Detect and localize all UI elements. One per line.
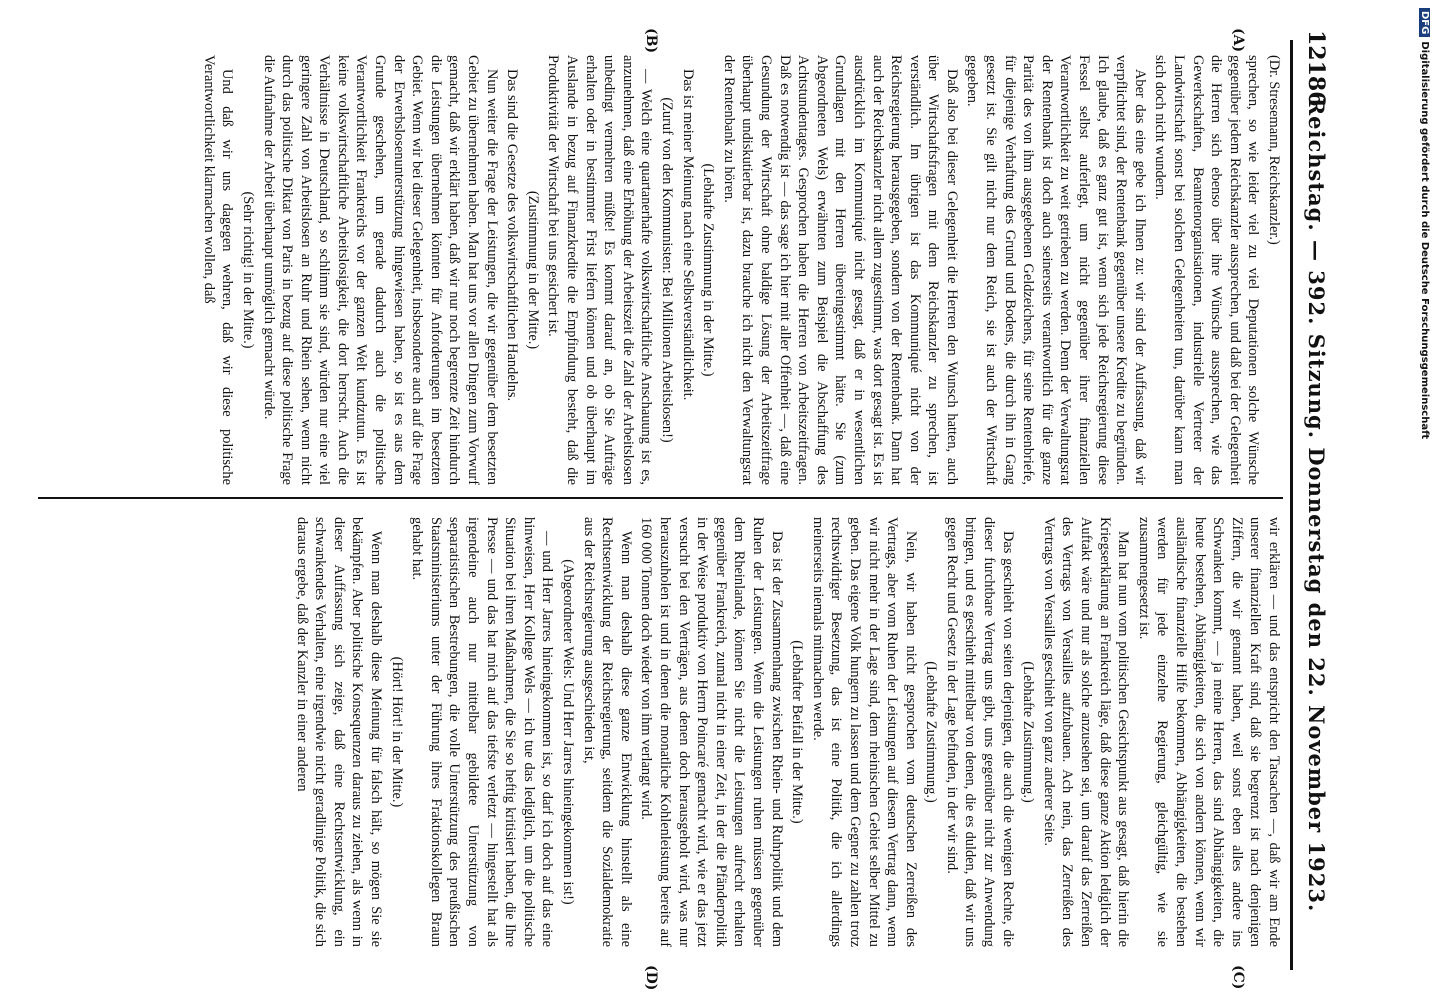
stage-direction: (Lebhafter Beifall in der Mitte.) bbox=[789, 640, 806, 824]
scanned-page bbox=[34, 0, 1379, 1000]
paragraph: Das ist meiner Meinung nach eine Selbstverständlichkeit. bbox=[679, 69, 696, 401]
page-title: Reichstag. — 392. Sitzung. Donnerstag den 22. November 1923. bbox=[1304, 97, 1329, 913]
column-right bbox=[38, 517, 1283, 947]
paragraph: — und Herr Jarres hineingekommen ist, so darf ich doch auf das eine hinweisen, Herr Kollege Wels — ich tue das lediglich, um die politische Situation bei ihren Maßnahmen, die Sie so heftig kritisiert haben, die Ihre Presse — und das hat mich auf das tiefste verletzt — hingestellt hat als irgendeine auch nur mittelbar gebildete Unterstützung von separatistischen Bestrebungen, die volle Unterstützung des preußischen Staatsministeriums unter der Führung ihres Fraktionskollegen Braun gehabt hat. bbox=[409, 517, 556, 947]
stage-direction: (Lebhafte Zustimmung.) bbox=[1020, 661, 1037, 803]
column-divider bbox=[38, 497, 1283, 499]
header-rule bbox=[1290, 40, 1293, 970]
stage-direction: (Hört! Hört! in der Mitte.) bbox=[388, 656, 405, 808]
paragraph: Und daß wir uns dagegen wehren, daß wir diese politische Verantwortlichkeit klarmachen wollen, daß bbox=[200, 55, 236, 485]
paragraph: wir erklären — und das entspricht den Tatsachen —, daß wir am Ende unserer finanziellen Kraft sind, daß sie begrenzt ist nach denjenigen Ziffern, die wir genannt haben, weil sonst eben alles andere ins Schwanken kommt, — ja meine Herren, das sind Abhängigkeiten, die heute bestehen, Abhängigkeiten, die sich von andern können, wenn wir ausländische finanzielle Hilfe bekommen, Abhängigkeiten, die bestehen werden für jede einzelne Regierung, gleichgültig, wie sie zusammengesetzt ist. bbox=[1135, 517, 1282, 947]
stage-direction: (Abgeordneter Wels: Und Herr Jarres hineingekommen ist!) bbox=[560, 559, 577, 905]
stage-direction: (Zustimmung in der Mitte.) bbox=[524, 190, 541, 350]
digitization-credit bbox=[1410, 8, 1430, 988]
column-left bbox=[38, 55, 1283, 485]
stage-direction: (Lebhafte Zustimmung in der Mitte.) bbox=[700, 163, 717, 377]
dfg-logo: DFG bbox=[1419, 8, 1430, 37]
page-header bbox=[1299, 30, 1329, 980]
stage-direction: (Zuruf von den Kommunisten: Bei Millionen Arbeitslosen!) bbox=[659, 97, 675, 443]
paragraph: — Welch eine quartanerhafte volkswirtschaftliche Anschauung ist es, anzunehmen, daß eine Erhöhung der Arbeitszeit die Zahl der Arbeitslosen unbedingt vermehren müßte! Es kommt darauf an, ob Sie Aufträge erhalten oder in bestimmter Frist liefern können und ob überhaupt im Auslande in bezug auf Finanzkredite die Empfindung besteht, daß die Produktivität der Wirtschaft bei uns gesichert ist. bbox=[545, 55, 655, 485]
paragraph: Wenn man deshalb diese ganze Entwicklung hinstellt als eine Rechtsentwicklung der Reichsregierung, seitdem die Sozialdemokratie aus der Reichsregierung ausgeschieden ist, bbox=[580, 517, 634, 947]
margin-marker-b: (B) bbox=[643, 28, 659, 54]
paragraph: sprechen, so wie leider viel zu viel Deputationen solche Wünsche gegenüber jedem Reichskanzler aussprechen, und daß bei der Gelegenheit die Herren sich ebenso über ihre Wünsche aussprechen, wie das Gewerkschaften, Beamtenorganisationen, industrielle Vertreter der Landwirtschaft sonst bei solchen Gelegenheiten tun, darüber kann man sich doch nicht wundern. bbox=[1152, 55, 1262, 485]
paragraph: Nein, wir haben nicht gesprochen vom deutschen Zerreißen des Vertrags, aber vom Ruhen der Leistungen auf diesem Vertrag dann, wenn wir nicht mehr in der Lage sind, dem rheinischen Gebiet selber Mittel zu geben. Das eigene Volk hungern zu lassen und dem Gegner zu zahlen trotz rechtswidriger Besetzung, das ist eine Politik, die ich allerdings meinerseits niemals mitmachen werde. bbox=[809, 517, 919, 947]
paragraph: Das ist der Zusammenhang zwischen Rhein- und Ruhrpolitik und dem Ruhen der Leistungen. Wenn die Leistungen ruhen müssen gegenüber dem Rheinlande, können Sie nicht die Leistungen aufrecht erhalten gegenüber Frankreich, zumal nicht in einer Zeit, in der die Pfänderpolitik in der Weise produktiv von Herrn Poincaré gemacht wird, wie er das jetzt versucht bei den Verträgen, aus denen doch herausgeholt wird, was nur herauszuholen ist und in denen die monatliche Kohlenleistung bereits auf 160 000 Tonnen doch wieder von ihm verlangt wird. bbox=[638, 517, 785, 947]
paragraph: Wenn man deshalb diese Meinung für falsch hält, so mögen Sie sie bekämpfen. Aber politische Konsequenzen daraus zu ziehen, als wenn in dieser Auffassung sich zeige, daß eine Rechtsentwicklung, ein schwankendes Verhalten, eine irgendwie nicht geradlinige Politik, die sich daraus ergebe, daß der Kanzler in einer anderen bbox=[293, 517, 385, 947]
paragraph: Man hat nun vom politischen Gesichtspunkt aus gesagt, daß hierin die Kriegserklärung an Frankreich läge, daß diese ganze Aktion lediglich der Auftakt wäre und nur als solche anzusehen sei, um darauf das Zerreißen des Vertrags von Versailles aufzubauen. Ach nein, das Zerreißen des Vertrags von Versailles geschieht von ganz anderer Seite. bbox=[1040, 517, 1132, 947]
paragraph: Das sind die Gesetze des volkswirtschaftlichen Handelns. bbox=[504, 69, 521, 402]
stage-direction: (Lebhafte Zustimmung.) bbox=[923, 661, 940, 803]
paragraph: Nun weiter die Frage der Leistungen, die wir gegenüber dem besetzten Gebiet zu übernehmen haben. Man hat uns vor allen Dingen zum Vorwurf gemacht, daß wir erklärt haben, daß wir nur noch begrenzte Zeit hindurch die Leistungen übernehmen könnten für Anforderungen im besetzten Gebiet. Wenn wir bei dieser Gelegenheit, insbesondere auch auf die Frage der Erwerbslosenunterstützung hingewiesen haben, so ist es aus dem Grunde geschehen, um gerade dadurch auch die politische Verantwortlichkeit Frankreichs vor der ganzen Welt kundzutun. Es ist keine volkswirtschaftliche Arbeitslosigkeit, die dort herrscht. Auch die Verhältnisse in Deutschland, so schlimm sie sind, würden nur eine viel geringere Zahl von Arbeitslosen an Ruhr und Rhein sehen, wenn nicht durch das politische Diktat von Paris in bezug auf diese politische Frage die Aufnahme der Arbeit überhaupt unmöglich gemacht würde. bbox=[260, 55, 500, 485]
page-number: 12186 bbox=[1303, 30, 1329, 107]
speaker-label: (Dr. Stresemann, Reichskanzler.) bbox=[1266, 55, 1282, 245]
margin-marker-d: (D) bbox=[643, 965, 659, 991]
paragraph: Das geschieht von seiten derjenigen, die auch die wenigen Rechte, die dieser furchtbare Vertrag uns gibt, uns gegenüber nicht zur Anwendung bringen, und es geschieht mittelbar von denen, die es dulden, daß wir uns gegen Recht und Gesetz in der Lage befinden, in der wir sind. bbox=[943, 517, 1016, 947]
margin-marker-a: (A) bbox=[1230, 28, 1246, 53]
margin-marker-c: (C) bbox=[1230, 965, 1246, 990]
paragraph: Daß also bei dieser Gelegenheit die Herren den Wunsch hatten, auch über Wirtschaftsfragen mit dem Reichskanzler zu sprechen, ist verständlich. Im übrigen ist das Kommuniqué nicht von der Reichsregierung herausgegeben, sondern von der Rentenbank. Dann hat auch der Reichskanzler nicht allem zugestimmt, was dort gesagt ist. Es ist ausdrücklich im Kommuniqué nicht gesagt, daß er in wesentlichen Grundlagen mit den Herren übereingestimmt hätte. Sie (zum Abgeordneten Wels) erwähnten zum Beispiel die Abschaffung des Achtstundentages. Gesprochen haben die Herren von Arbeitszeitfragen. Daß es notwendig ist — das sage ich hier mit aller Offenheit —, daß eine Gesundung der Wirtschaft ohne baldige Lösung der Arbeitszeitfrage überhaupt undiskutierbar ist, dazu brauche ich nicht den Verwaltungsrat der Rentenbank zu hören. bbox=[720, 55, 960, 485]
stage-direction: (Sehr richtig! in der Mitte.) bbox=[239, 191, 256, 349]
paragraph: Aber das eine gebe ich Ihnen zu: wir sind der Auffassung, daß wir verpflichtet sind, der Rentenbank gegenüber unsere Kredite zu begründen. Ich glaube, daß es ganz gut ist, wenn sich jede Reichsregierung diese Fessel selbst auferlegt, um nicht gegenüber ihrer finanziellen Verantwortlichkeit zu weit getrieben zu werden. Denn der Verwaltungsrat der Rentenbank ist doch auch seinerseits verantwortlich für die ganze Parität des von ihm ausgegebenen Geldzeichens, für seine Rentenbriefe, für diejenige Verhaftung des Grund und Bodens, die durch ihn in Gang gesetzt ist. Sie gilt nicht nur dem Reich, sie ist auch der Wirtschaft gegeben. bbox=[964, 55, 1148, 485]
credit-text: Digitalisierung gefördert durch die Deutsche Forschungsgemeinschaft bbox=[1419, 41, 1430, 440]
